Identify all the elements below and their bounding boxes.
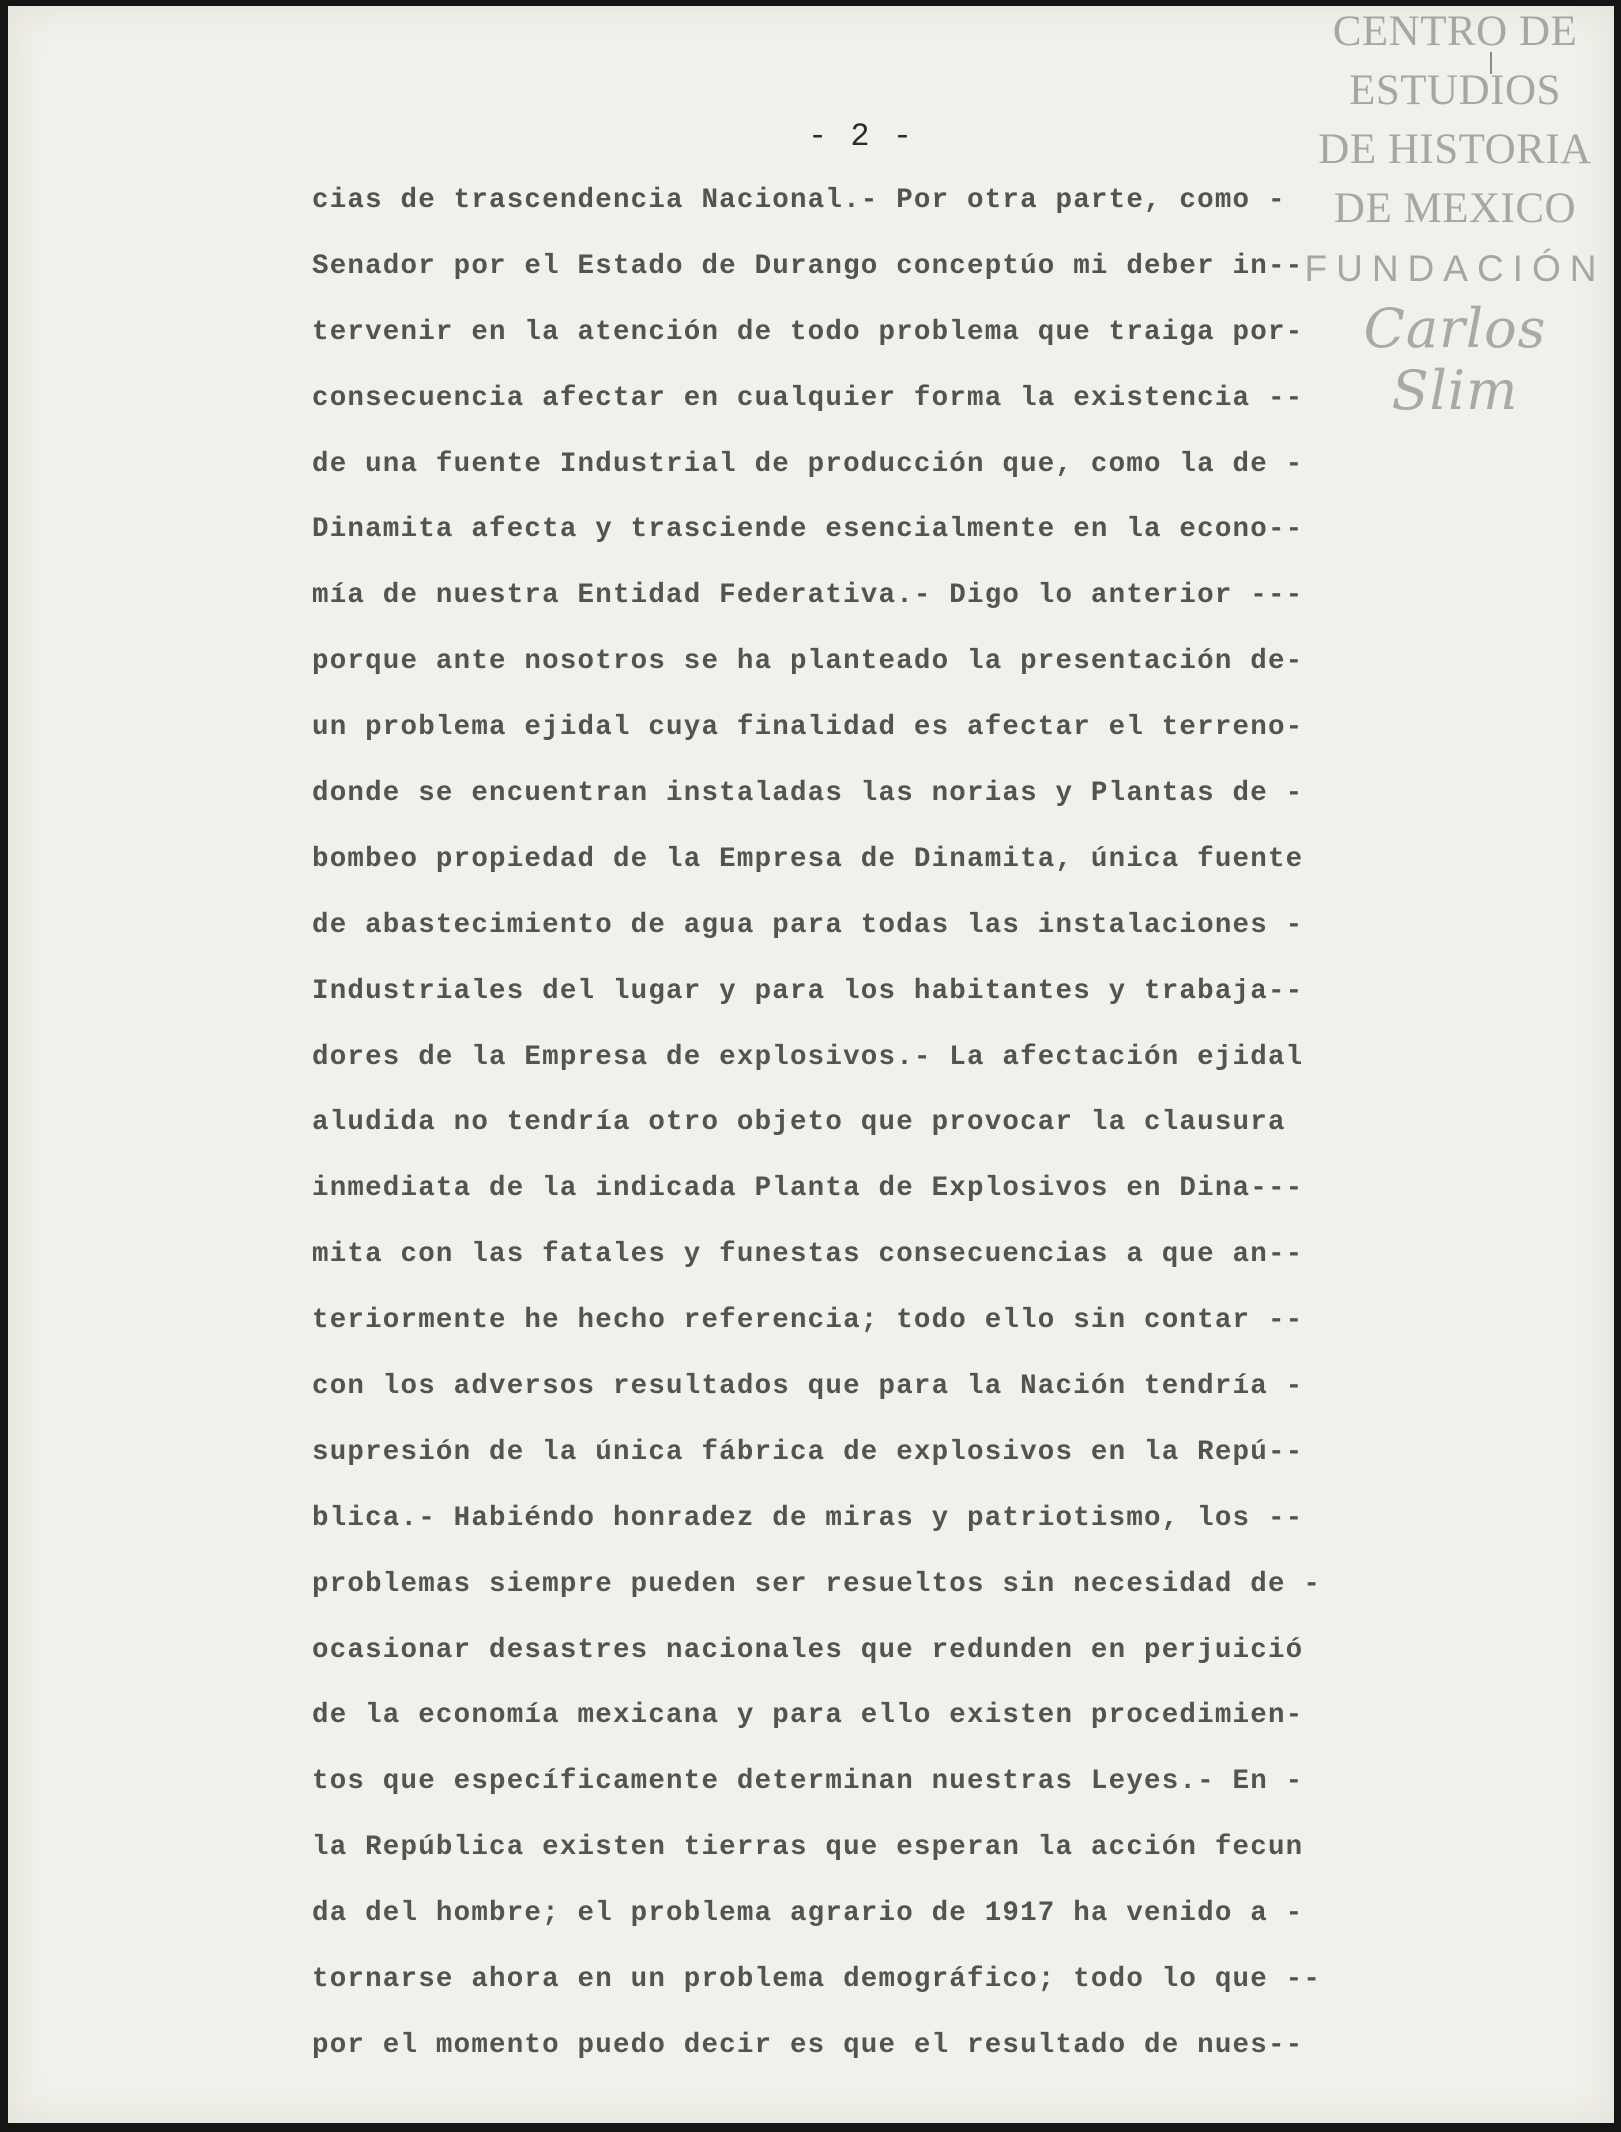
text-line: Dinamita afecta y trasciende esencialmente en la econo-- [312,514,1304,546]
text-line: tervenir en la atención de todo problema que traiga por- [312,316,1304,348]
text-line: Senador por el Estado de Durango conceptúo mi deber in-- [312,250,1304,282]
watermark-signature: Carlos Slim [1363,297,1547,422]
text-line: de la economía mexicana y para ello existen procedimien- [312,1700,1304,1732]
text-line: consecuencia afectar en cualquier forma la existencia -- [312,382,1304,414]
typewritten-body [312,168,1392,2079]
text-line: tos que específicamente determinan nuestras Leyes.- En - [312,1766,1304,1798]
text-line: un problema ejidal cuya finalidad es afectar el terreno- [312,712,1304,744]
text-line: tornarse ahora en un problema demográfico; todo lo que -- [312,1964,1322,1996]
watermark-foundation: FUNDACIÓN [1304,248,1606,289]
text-line: ocasionar desastres nacionales que redunden en perjuició [312,1634,1304,1666]
text-line: mía de nuestra Entidad Federativa.- Digo lo anterior --- [312,580,1304,612]
text-line: por el momento puedo decir es que el resultado de nues-- [312,2029,1304,2061]
text-line: da del hombre; el problema agrario de 1917 ha venido a - [312,1898,1304,1930]
text-line: bombeo propiedad de la Empresa de Dinamita, única fuente [312,843,1304,875]
watermark-line: ESTUDIOS [1349,67,1561,114]
text-line: la República existen tierras que esperan la acción fecun [312,1832,1304,1864]
text-line: cias de trascendencia Nacional.- Por otra parte, como - [312,185,1286,216]
watermark-line: DE HISTORIA [1318,126,1592,173]
watermark-line: CENTRO DE [1332,8,1578,55]
text-line: aludida no tendría otro objeto que provocar la clausura [312,1107,1286,1139]
text-line: Industriales del lugar y para los habitantes y trabaja-- [312,975,1304,1007]
text-line: donde se encuentran instaladas las norias y Plantas de - [312,778,1304,810]
text-line: con los adversos resultados que para la Nación tendría - [312,1371,1304,1403]
text-line: mita con las fatales y funestas consecuencias a que an-- [312,1239,1304,1271]
text-line: porque ante nosotros se ha planteado la presentación de- [312,646,1304,678]
text-line: dores de la Empresa de explosivos.- La afectación ejidal [312,1041,1304,1073]
text-line: supresión de la única fábrica de explosivos en la Repú-- [312,1436,1304,1468]
watermark-line: DE MEXICO [1333,185,1577,232]
text-line: teriormente he hecho referencia; todo ello sin contar -- [312,1305,1304,1337]
text-line: de abastecimiento de agua para todas las instalaciones - [312,909,1304,941]
page-number: - 2 - [808,118,915,155]
text-line: blica.- Habiéndo honradez de miras y patriotismo, los -- [312,1502,1304,1534]
text-line: problemas siempre pueden ser resueltos sin necesidad de - [312,1568,1322,1600]
text-line: de una fuente Industrial de producción que, como la de - [312,448,1304,480]
text-line: inmediata de la indicada Planta de Explosivos en Dina--- [312,1173,1304,1205]
archive-watermark [1296,2,1614,422]
